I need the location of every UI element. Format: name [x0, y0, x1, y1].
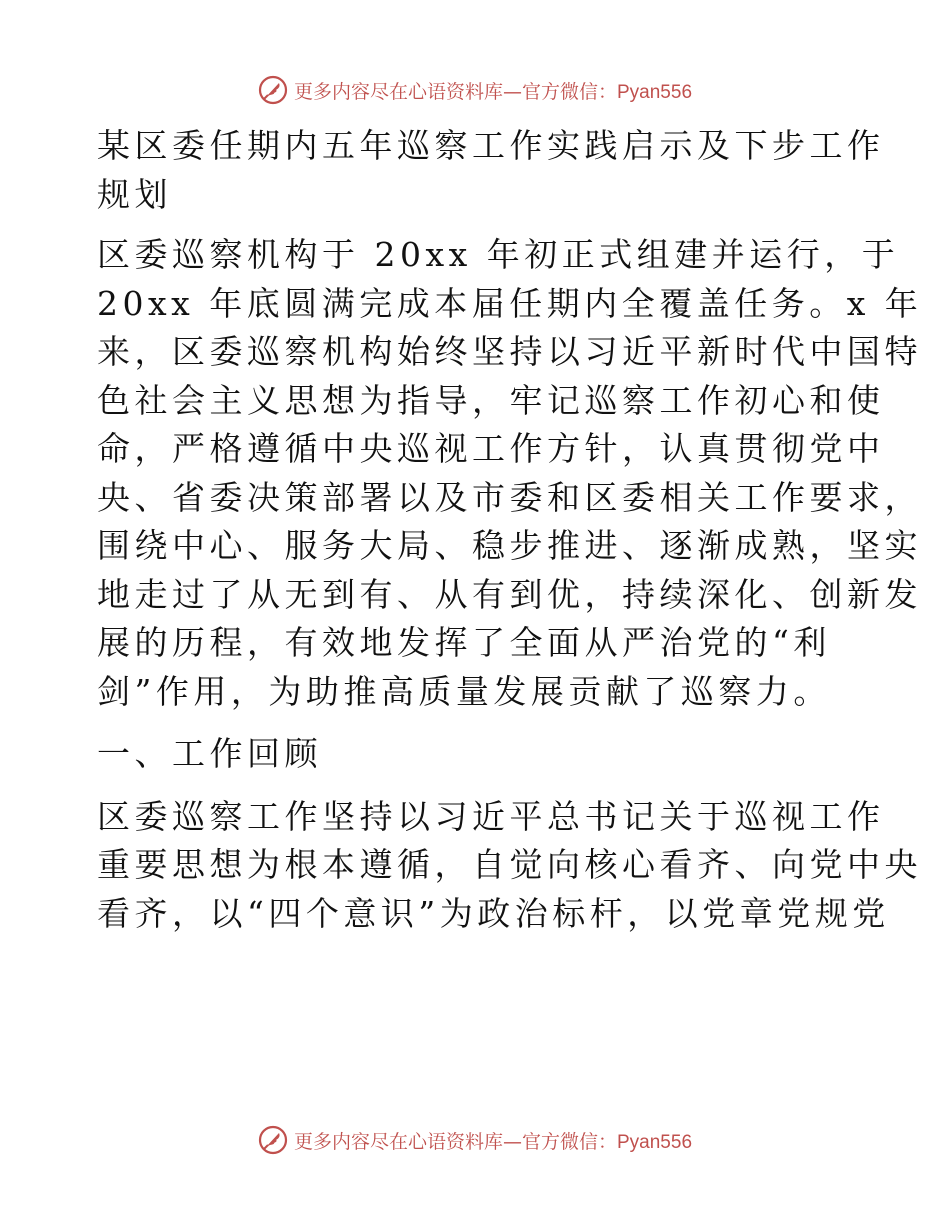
document-body [97, 122, 923, 938]
wechat-id: Pyan556 [617, 81, 693, 103]
title-line: 规划 [97, 174, 172, 214]
heading-line: 一、工作回顾 [97, 734, 322, 773]
feather-pen-logo-icon [258, 1125, 288, 1155]
paragraph-intro [97, 231, 923, 716]
text-line: 区委巡察工作坚持以习近平总书记关于巡视工作 [97, 796, 885, 836]
document-title [97, 122, 885, 219]
text-line: 来，区委巡察机构始终坚持以习近平新时代中国特 [97, 332, 922, 371]
wechat-id: Pyan556 [617, 1131, 693, 1153]
text-line: 看齐，以“四个意识”为政治标杆，以党章党规党 [97, 893, 890, 933]
text-line: 重要思想为根本遵循，自觉向核心看齐、向党中央 [97, 845, 922, 884]
header-banner [0, 70, 950, 110]
text-line: 央、省委决策部署以及市委和区委相关工作要求， [97, 477, 922, 517]
footer-banner [0, 1120, 950, 1160]
banner-label: 更多内容尽在心语资料库—官方微信： [293, 1130, 617, 1153]
text-line: 展的历程，有效地发挥了全面从严治党的“利 [97, 623, 831, 662]
text-line: 区委巡察机构于 20xx 年初正式组建并运行，于 [97, 235, 900, 274]
paragraph-review [97, 793, 922, 939]
text-line: 剑”作用，为助推高质量发展贡献了巡察力。 [97, 671, 831, 711]
banner-text [294, 77, 692, 104]
text-line: 命，严格遵循中央巡视工作方针，认真贯彻党中 [97, 429, 885, 468]
banner-label: 更多内容尽在心语资料库—官方微信： [293, 80, 617, 103]
text-line: 围绕中心、服务大局、稳步推进、逐渐成熟，坚实 [97, 526, 922, 565]
text-line: 20xx 年底圆满完成本届任期内全覆盖任务。x 年 [97, 283, 923, 323]
title-line: 某区委任期内五年巡察工作实践启示及下步工作 [97, 126, 885, 165]
feather-pen-logo-icon [258, 75, 288, 105]
text-line: 色社会主义思想为指导，牢记巡察工作初心和使 [97, 380, 885, 420]
banner-text [294, 1127, 692, 1154]
section-heading [97, 730, 857, 779]
text-line: 地走过了从无到有、从有到优，持续深化、创新发 [97, 574, 922, 614]
